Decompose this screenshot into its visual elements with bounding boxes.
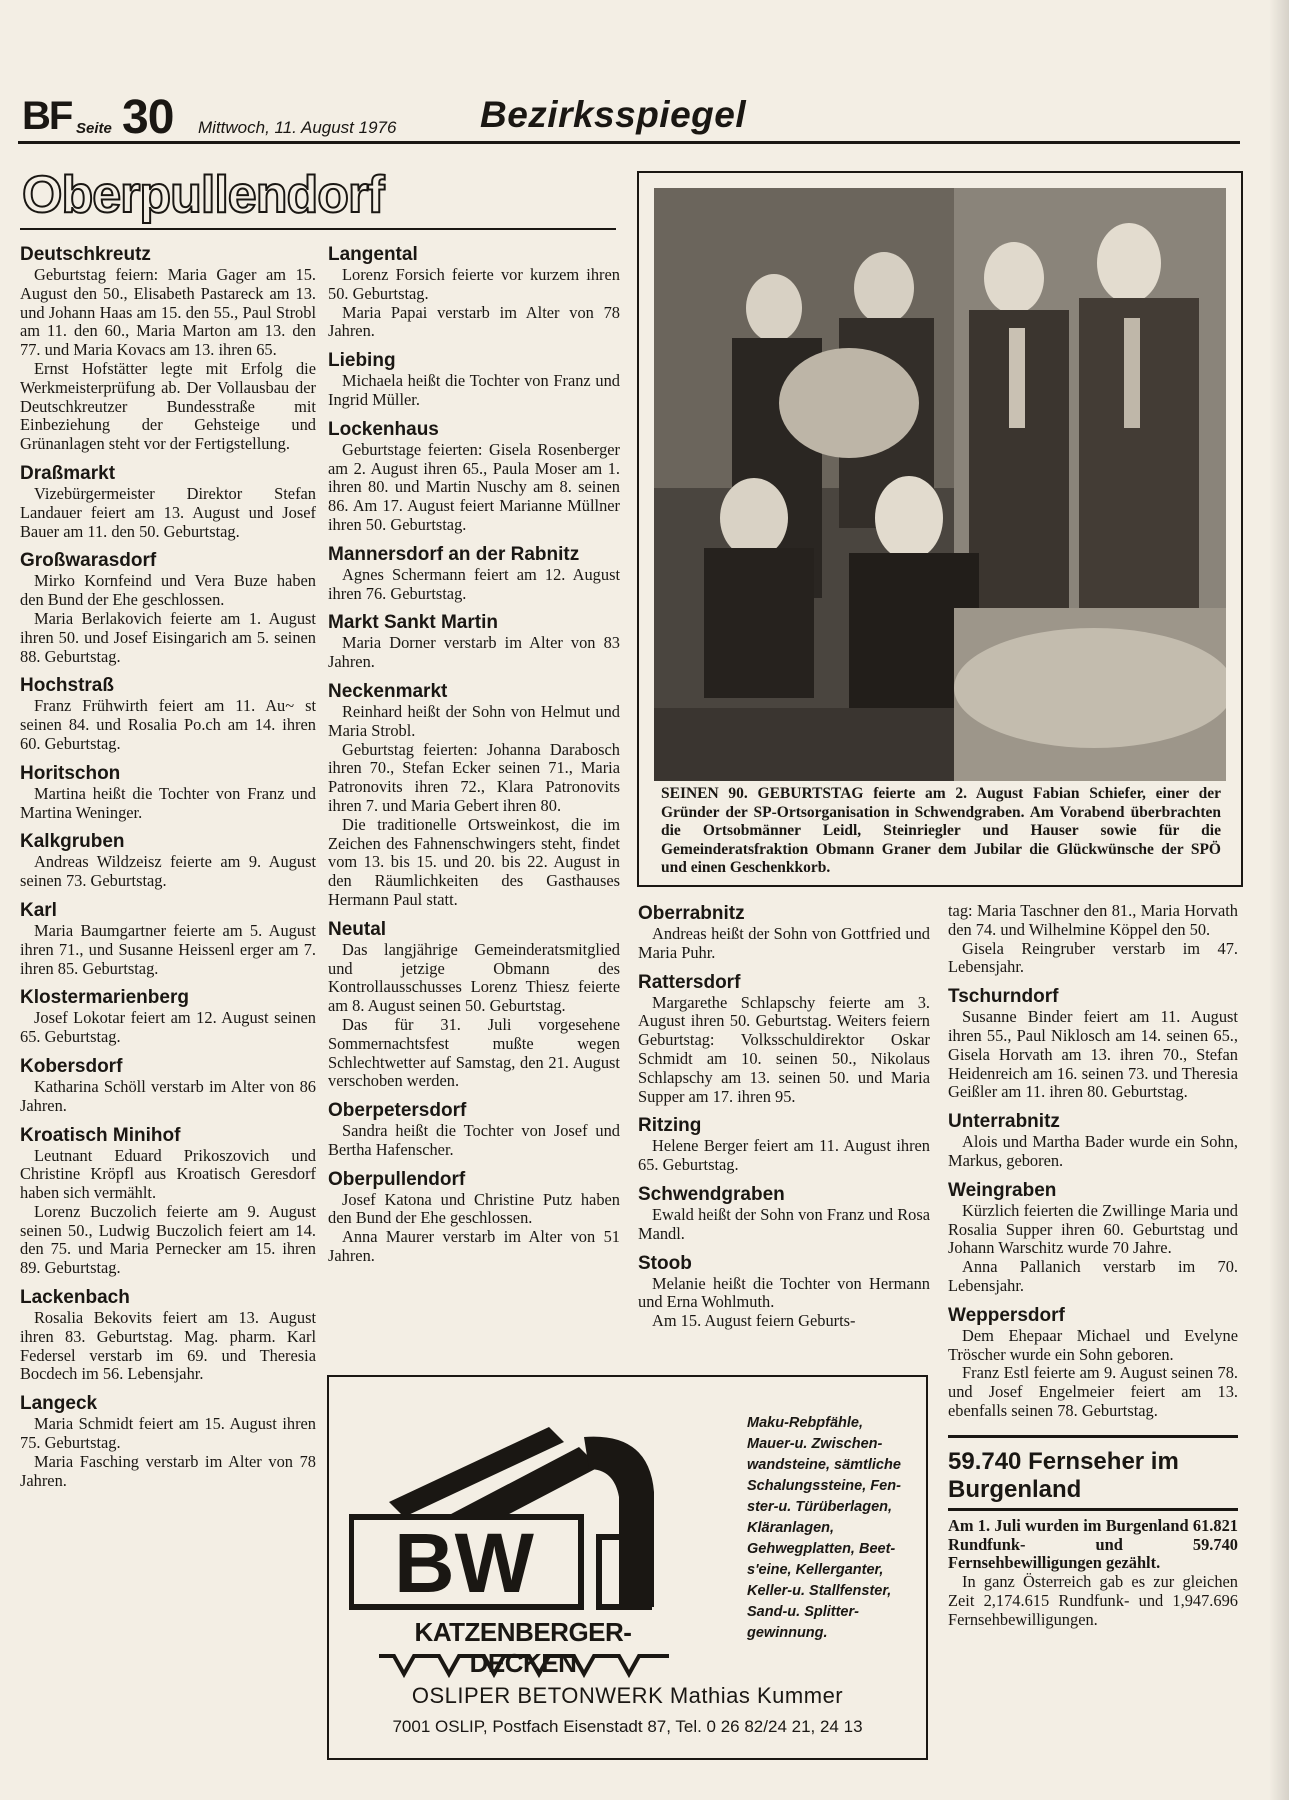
news-paragraph: Martina heißt die Tochter von Franz und Martina Weninger. xyxy=(20,783,316,822)
news-paragraph: Maria Baumgartner feierte am 5. August ihren 71., und Susanne Heissenl erger am 7. ihren 85. Geburtstag. xyxy=(20,920,316,978)
news-paragraph: Geburtstag feierten: Johanna Darabosch ihren 70., Stefan Ecker seinen 71., Maria Patronovits ihren 72., Klara Patronovits ihren 7. und Maria Gebert ihren 80. xyxy=(328,739,620,815)
place-heading: Neutal xyxy=(328,918,387,940)
news-paragraph: Vizebürgermeister Direktor Stefan Landauer feiert am 13. August und Josef Bauer am 11. den 50. Geburtstag. xyxy=(20,483,316,541)
photo-caption: SEINEN 90. GEBURTSTAG feierte am 2. August Fabian Schiefer, einer der Gründer der SP-Ortsorganisation in Schwendgraben. Am Vorabend überbrachten die Ortsobmänner Leidl, Steinriegler und Hauser sowie für die Gemeinderatsfraktion Obmann Graner dem Jubilar die Glückwünsche der SPÖ und einen Geschenkkorb. xyxy=(661,785,1221,876)
news-paragraph: Agnes Schermann feiert am 12. August ihren 76. Geburtstag. xyxy=(328,564,620,603)
ad-list-line: Sand-u. Splitter- xyxy=(747,1604,859,1620)
place-heading: Oberrabnitz xyxy=(638,903,745,924)
region-rule xyxy=(20,228,616,230)
news-item xyxy=(948,1179,1238,1296)
place-heading: Neckenmarkt xyxy=(328,680,448,702)
place-heading: Oberpetersdorf xyxy=(328,1100,467,1122)
column-4 xyxy=(948,902,1238,1638)
place-heading: Unterrabnitz xyxy=(948,1111,1060,1133)
news-paragraph: Maria Schmidt feiert am 15. August ihren 75. Geburtstag. xyxy=(20,1414,316,1453)
news-item xyxy=(328,418,620,535)
ad-company: OSLIPER BETONWERK Mathias Kummer xyxy=(411,1683,844,1708)
tv-body: In ganz Österreich gab es zur gleichen Zeit 2,174.615 Rundfunk- und 1,947.696 Fernsehbewilligungen. xyxy=(948,1572,1238,1629)
column-3 xyxy=(638,902,930,1339)
news-item xyxy=(948,1304,1238,1421)
news-paragraph: Rosalia Bekovits feiert am 13. August ihren 83. Geburtstag. Mag. pharm. Karl Federsel verstarb im 69. und Theresia Bocdech im 56. Lebensjahr. xyxy=(20,1308,316,1384)
news-item xyxy=(20,1286,316,1384)
news-item xyxy=(20,549,316,666)
ad-list-line: ster-u. Türüberlagen, xyxy=(747,1499,893,1515)
page-label: Seite xyxy=(76,120,112,137)
place-heading: Draßmarkt xyxy=(20,462,116,484)
news-paragraph: Sandra heißt die Tochter von Josef und Bertha Hafenscher. xyxy=(328,1121,620,1159)
ad-list-line: Kläranlagen, xyxy=(747,1520,835,1536)
news-paragraph: Susanne Binder feiert am 11. August ihren 55., Paul Niklosch am 14. seinen 65., Gisela Horvath am 13. ihren 70., Stefan Heidenreich am 16. seinen 73. und Theresia Geißler am 11. ihren 80. Geburtstag. xyxy=(948,1007,1238,1102)
news-paragraph: Andreas Wildzeisz feierte am 9. August seinen 73. Geburtstag. xyxy=(20,852,316,891)
news-paragraph: Ernst Hofstätter legte mit Erfolg die Werkmeisterprüfung ab. Der Vollausbau der Deutschkreutzer Bundesstraße mit Einbeziehung der Gehsteige und Grünanlagen steht vor der Fertigstellung. xyxy=(20,358,316,454)
bw-logo xyxy=(349,1407,684,1612)
news-item xyxy=(328,543,620,604)
place-heading: Schwendgraben xyxy=(638,1183,785,1205)
place-heading: Klostermarienberg xyxy=(20,987,189,1009)
news-item xyxy=(638,1183,930,1244)
place-heading: Langeck xyxy=(20,1393,98,1415)
ad-list-line: Schalungssteine, Fen- xyxy=(747,1478,901,1494)
place-heading: Deutschkreutz xyxy=(20,244,151,265)
ad-list-line: s'eine, Kellerganter, xyxy=(747,1562,884,1578)
ad-address: 7001 OSLIP, Postfach Eisenstadt 87, Tel. 0 26 82/24 21, 24 13 xyxy=(392,1717,863,1736)
place-heading: Stoob xyxy=(638,1252,692,1274)
place-heading: Ritzing xyxy=(638,1115,702,1137)
place-heading: Rattersdorf xyxy=(638,971,741,993)
column-4-list xyxy=(948,902,1238,1421)
paper-logo: BF xyxy=(22,94,72,138)
place-heading: Mannersdorf an der Rabnitz xyxy=(328,543,580,565)
news-paragraph: Lorenz Forsich feierte vor kurzem ihren 50. Geburtstag. xyxy=(328,265,620,303)
ad-list-line: wandsteine, sämtliche xyxy=(747,1457,901,1473)
news-item xyxy=(328,243,620,341)
news-item xyxy=(20,1392,316,1490)
news-paragraph: Das für 31. Juli vorgesehene Sommernachtsfest mußte wegen Schlechtwetter auf Samstag, den 21. August verschoben werden. xyxy=(328,1014,620,1091)
tv-article xyxy=(948,1435,1238,1630)
news-item xyxy=(328,1099,620,1160)
news-item xyxy=(948,902,1238,977)
news-paragraph: Am 15. August feiern Geburts- xyxy=(652,1311,856,1331)
news-item xyxy=(638,1114,930,1175)
news-paragraph: Melanie heißt die Tochter von Hermann und Erna Wohlmuth. xyxy=(638,1273,930,1312)
place-heading: Oberpullendorf xyxy=(328,1168,466,1190)
masthead-rule xyxy=(18,141,1240,144)
news-item xyxy=(328,1168,620,1266)
news-paragraph: Kürzlich feierten die Zwillinge Maria und Rosalia Supper ihren 60. Geburtstag und Johann Warschitz wurde 70 Jahre. xyxy=(948,1200,1238,1258)
column-1 xyxy=(20,243,316,1498)
news-item xyxy=(328,918,620,1091)
news-paragraph: Das langjährige Gemeinderatsmitglied und jetzige Obmann des Kontrollausschusses Lorenz Thiesz feierte am 8. August seinen 50. Geburtstag. xyxy=(328,939,620,1016)
news-item xyxy=(328,349,620,410)
ad-brand: KATZENBERGER-DECKEN xyxy=(414,1617,632,1678)
news-paragraph: Gisela Reingruber verstarb im 47. Lebensjahr. xyxy=(948,938,1238,977)
news-paragraph: Franz Estl feierte am 9. August seinen 78. und Josef Engelmeier feiert am 13. ebenfalls seinen 78. Geburtstag. xyxy=(948,1363,1238,1420)
news-item xyxy=(638,971,930,1107)
place-heading: Weppersdorf xyxy=(948,1304,1065,1326)
photo-box xyxy=(637,171,1243,887)
tv-rule xyxy=(948,1508,1238,1511)
news-paragraph: Margarethe Schlapschy feierte am 3. August ihren 50. Geburtstag. Weiters feiern Geburtstag: Volksschuldirektor Oskar Schmidt am 10. seinen 50., Nikolaus Schlapschy am 13. seinen 50. und Maria Supper am 17. ihren 95. xyxy=(638,992,930,1106)
place-heading: Tschurndorf xyxy=(948,986,1059,1008)
news-paragraph: Maria Papai verstarb im Alter von 78 Jahren. xyxy=(328,302,620,341)
masthead xyxy=(18,92,1240,142)
news-item xyxy=(20,1055,316,1116)
news-paragraph: Die traditionelle Ortsweinkost, die im Zeichen des Fahnenschwingers steht, findet vom 13. bis 15. und 20. bis 22. August in den Räumlichkeiten des Gasthauses Hermann Paul statt. xyxy=(328,814,620,909)
news-paragraph: tag: Maria Taschner den 81., Maria Horvath den 74. und Wilhelmine Köppel den 50. xyxy=(948,901,1238,939)
ad-list-line: gewinnung. xyxy=(747,1625,828,1641)
news-item xyxy=(328,611,620,672)
place-heading: Lackenbach xyxy=(20,1287,130,1309)
news-item xyxy=(20,243,316,454)
ad-list-line: Gehwegplatten, Beet- xyxy=(747,1541,896,1557)
news-paragraph: Mirko Kornfeind und Vera Buze haben den Bund der Ehe geschlossen. xyxy=(20,571,316,610)
news-paragraph: Josef Lokotar feiert am 12. August seinen 65. Geburtstag. xyxy=(20,1008,316,1047)
news-paragraph: Leutnant Eduard Prikoszovich und Christine Kröpfl aus Kroatisch Geresdorf haben sich vermählt. xyxy=(20,1145,316,1203)
news-paragraph: Reinhard heißt der Sohn von Helmut und Maria Strobl. xyxy=(328,701,620,740)
news-item xyxy=(20,674,316,753)
news-item xyxy=(20,899,316,978)
news-paragraph: Alois und Martha Bader wurde ein Sohn, Markus, geboren. xyxy=(948,1132,1238,1170)
news-paragraph: Lorenz Buczolich feierte am 9. August seinen 50., Ludwig Buczolich feiert am 14. den 75. und Maria Pernecker am 15. ihren 89. Geburtstag. xyxy=(20,1201,316,1278)
news-photo xyxy=(654,188,1226,781)
place-heading: Weingraben xyxy=(948,1179,1057,1201)
news-item xyxy=(20,830,316,891)
news-item xyxy=(948,1110,1238,1171)
place-heading: Kroatisch Minihof xyxy=(20,1124,181,1146)
place-heading: Horitschon xyxy=(20,762,121,784)
news-paragraph: Helene Berger feiert am 11. August ihren 65. Geburtstag. xyxy=(638,1136,930,1175)
news-item xyxy=(20,762,316,823)
ad-list-line: Maku-Rebpfähle, xyxy=(747,1415,864,1431)
news-paragraph: Josef Katona und Christine Putz haben den Bund der Ehe geschlossen. xyxy=(328,1189,620,1228)
news-paragraph: Geburtstag feiern: Maria Gager am 15. August den 50., Elisabeth Pastareck am 13. und Johann Haas am 15. den 55., Paul Strobl am 11. den 60., Maria Marton am 13. den 77. und Maria Kovacs am 13. ihren 65. xyxy=(20,265,316,360)
news-paragraph: Dem Ehepaar Michael und Evelyne Tröscher wurde ein Sohn geboren. xyxy=(948,1325,1238,1364)
news-paragraph: Maria Fasching verstarb im Alter von 78 Jahren. xyxy=(20,1451,316,1490)
news-paragraph: Franz Frühwirth feiert am 11. Au~ st seinen 84. und Rosalia Po.ch am 14. ihren 60. Geburtstag. xyxy=(20,696,316,753)
news-paragraph: Michaela heißt die Tochter von Franz und Ingrid Müller. xyxy=(328,371,620,409)
section-title: Bezirksspiegel xyxy=(480,94,747,135)
place-heading: Großwarasdorf xyxy=(20,550,157,572)
place-heading: Liebing xyxy=(328,350,396,372)
news-paragraph: Maria Dorner verstarb im Alter von 83 Jahren. xyxy=(328,633,620,672)
ad-list-line: Mauer-u. Zwischen- xyxy=(747,1436,883,1452)
advertisement xyxy=(327,1375,928,1760)
news-paragraph: Anna Pallanich verstarb im 70. Lebensjahr. xyxy=(948,1257,1238,1295)
tv-headline: 59.740 Fernseher im Burgenland xyxy=(948,1435,1238,1504)
news-paragraph: Katharina Schöll verstarb im Alter von 86 Jahren. xyxy=(20,1076,316,1115)
place-heading: Kalkgruben xyxy=(20,831,125,853)
place-heading: Kobersdorf xyxy=(20,1055,123,1077)
logo-text: BW xyxy=(394,1516,534,1610)
news-item xyxy=(20,1124,316,1279)
news-paragraph: Andreas heißt der Sohn von Gottfried und Maria Puhr. xyxy=(638,924,930,962)
issue-date: Mittwoch, 11. August 1976 xyxy=(198,118,397,137)
news-paragraph: Ewald heißt der Sohn von Franz und Rosa Mandl. xyxy=(638,1204,930,1243)
place-heading: Hochstraß xyxy=(20,675,114,697)
news-item xyxy=(20,462,316,541)
news-paragraph: Geburtstage feierten: Gisela Rosenberger am 2. August ihren 65., Paula Moser am 1. ihren 80. und Martin Nuschy am 8. seinen 86. Am 17. August feiert Marianne Müllner ihren 50. Geburtstag. xyxy=(328,439,620,534)
ad-product-list xyxy=(747,1413,917,1644)
news-item xyxy=(948,985,1238,1102)
news-paragraph: Maria Berlakovich feierte am 1. August ihren 50. und Josef Eisingarich am 5. seinen 88. Geburtstag. xyxy=(20,608,316,666)
place-heading: Langental xyxy=(328,244,418,265)
news-item xyxy=(638,902,930,963)
news-item xyxy=(20,986,316,1047)
tv-lead: Am 1. Juli wurden im Burgenland 61.821 Rundfunk- und 59.740 Fernsehbewilligungen gezählt. xyxy=(948,1515,1238,1573)
news-item xyxy=(328,680,620,910)
region-heading: Oberpullendorf xyxy=(22,166,384,224)
news-item xyxy=(638,1252,930,1331)
column-2 xyxy=(328,243,620,1274)
page-edge xyxy=(1269,0,1289,1800)
ad-wave-ornament xyxy=(379,1652,669,1678)
place-heading: Lockenhaus xyxy=(328,418,439,440)
ad-list-line: Keller-u. Stallfenster, xyxy=(747,1583,892,1599)
news-paragraph: Anna Maurer verstarb im Alter von 51 Jahren. xyxy=(328,1227,620,1266)
place-heading: Markt Sankt Martin xyxy=(328,612,498,634)
place-heading: Karl xyxy=(20,899,57,921)
page-number: 30 xyxy=(122,91,174,144)
